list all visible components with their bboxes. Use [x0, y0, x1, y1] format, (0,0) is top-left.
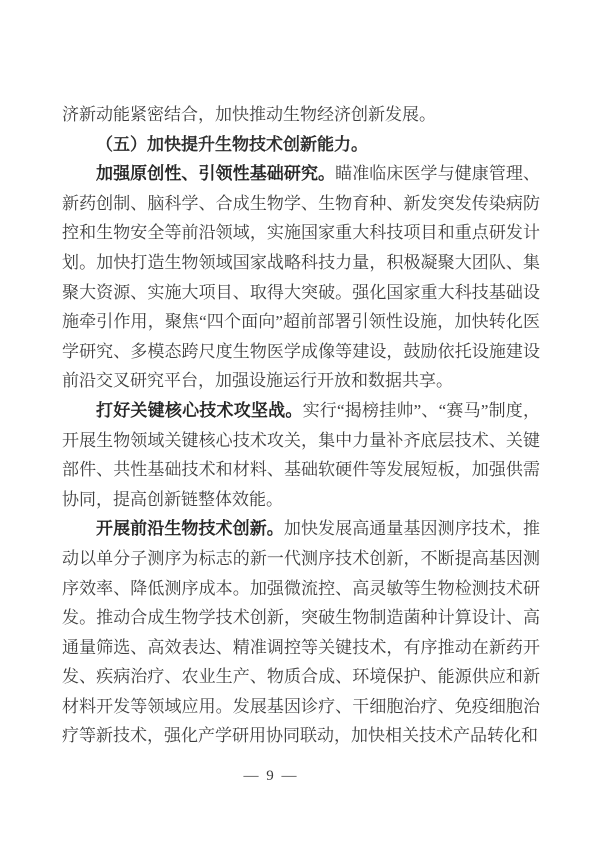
paragraph-frontier-biotech	[62, 514, 540, 751]
paragraph-basic-research	[62, 159, 540, 396]
page-number: — 9 —	[243, 768, 299, 784]
paragraph-lead: 加强原创性、引领性基础研究。	[96, 164, 336, 184]
document-body	[62, 100, 540, 751]
paragraph-text: 济新动能紧密结合，加快推动生物经济创新发展。	[62, 105, 436, 124]
paragraph-lead: 打好关键核心技术攻坚战。	[96, 400, 303, 420]
section-heading	[62, 130, 540, 160]
paragraph-core-technology	[62, 396, 540, 514]
section-heading-text: （五）加快提升生物技术创新能力。	[96, 134, 368, 154]
paragraph-continuation	[62, 100, 540, 130]
paragraph-text: 瞄准临床医学与健康管理、新药创制、脑科学、合成生物学、生物育种、新发突发传染病防控和生物安全等前沿领域，实施国家重大科技项目和重点研发计划。加快打造生物领域国家战略科技力量，积极凝聚大团队、集聚大资源、实施大项目、取得大突破。强化国家重大科技基础设施牵引作用，聚焦“四个面向”超前部署引领性设施，加快转化医学研究、多模态跨尺度生物医学成像等建设，鼓励依托设施建设前沿交叉研究平台，加强设施运行开放和数据共享。	[62, 164, 541, 391]
paragraph-text: 加快发展高通量基因测序技术，推动以单分子测序为标志的新一代测序技术创新，不断提高基因测序效率、降低测序成本。加强微流控、高灵敏等生物检测技术研发。推动合成生物学技术创新，突破生物制造菌种计算设计、高通量筛选、高效表达、精准调控等关键技术，有序推动在新药开发、疾病治疗、农业生产、物质合成、环境保护、能源供应和新材料开发等领域应用。发展基因诊疗、干细胞治疗、免疫细胞治疗等新技术，强化产学研用协同联动，加快相关技术产品转化和	[62, 519, 541, 746]
paragraph-text: 实行“揭榜挂帅”、“赛马”制度，开展生物领域关键核心技术攻关，集中力量补齐底层技术、关键部件、共性基础技术和材料、基础软硬件等发展短板，加强供需协同，提高创新链整体效能。	[62, 400, 541, 509]
paragraph-lead: 开展前沿生物技术创新。	[96, 519, 284, 539]
